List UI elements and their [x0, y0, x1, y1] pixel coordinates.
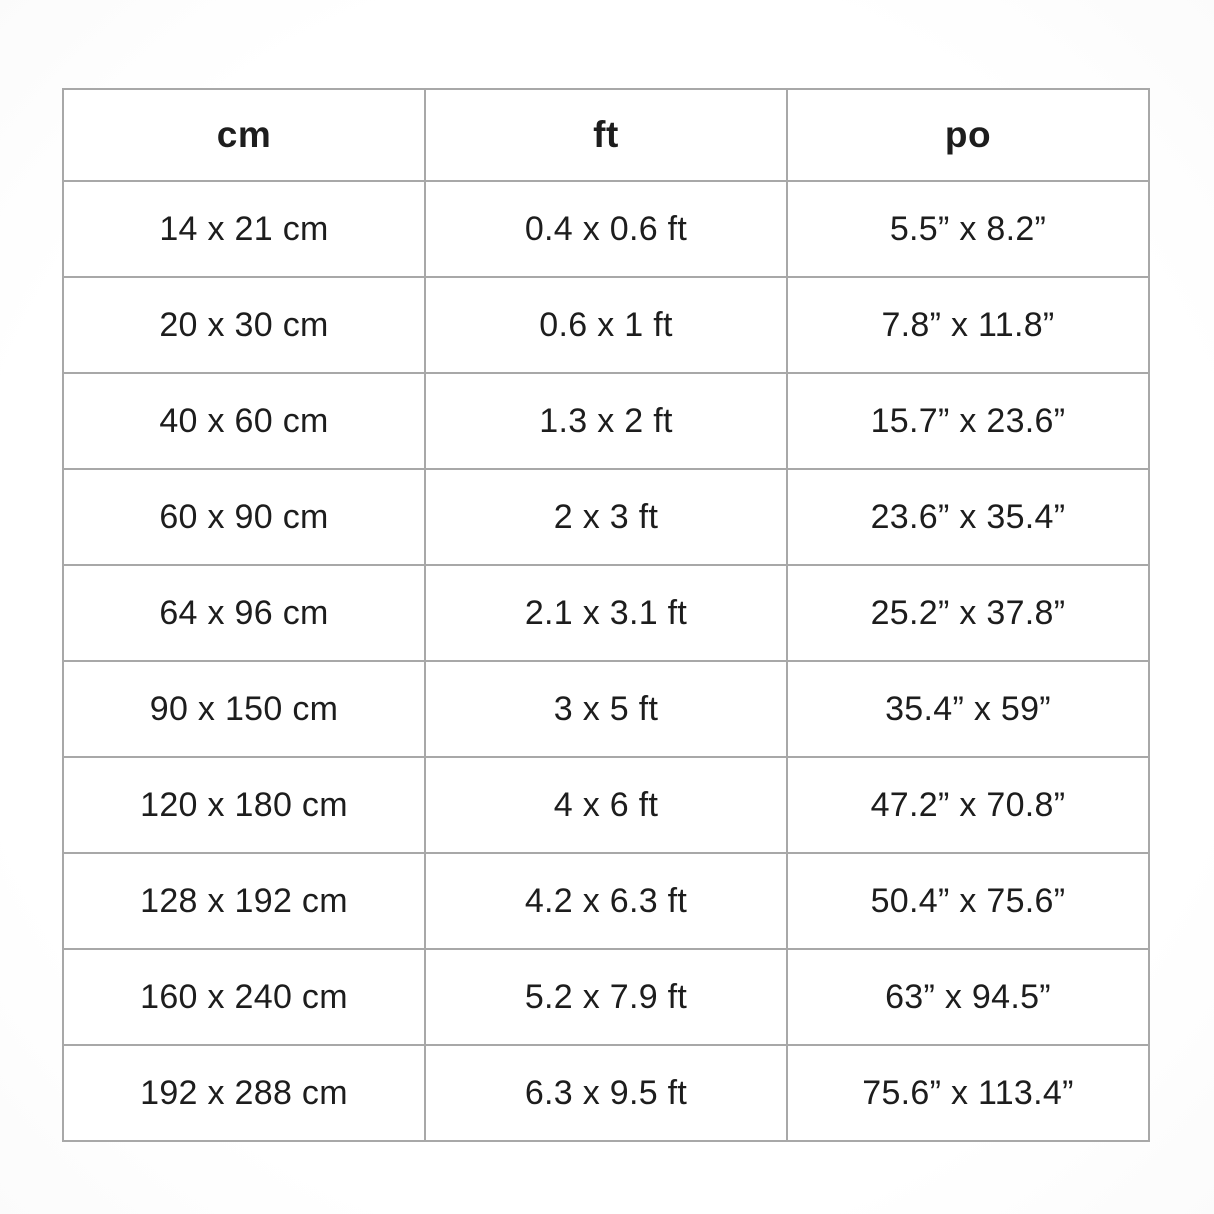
cell-ft: 0.6 x 1 ft — [425, 277, 787, 373]
cell-po: 63” x 94.5” — [787, 949, 1149, 1045]
table-row — [63, 469, 1149, 565]
column-header-po: po — [787, 89, 1149, 181]
cell-ft: 1.3 x 2 ft — [425, 373, 787, 469]
cell-ft: 3 x 5 ft — [425, 661, 787, 757]
cell-ft: 5.2 x 7.9 ft — [425, 949, 787, 1045]
cell-cm: 64 x 96 cm — [63, 565, 425, 661]
table-row — [63, 661, 1149, 757]
table-row — [63, 373, 1149, 469]
cell-po: 75.6” x 113.4” — [787, 1045, 1149, 1141]
table-row — [63, 181, 1149, 277]
cell-po: 47.2” x 70.8” — [787, 757, 1149, 853]
cell-cm: 14 x 21 cm — [63, 181, 425, 277]
table-row — [63, 1045, 1149, 1141]
table-row — [63, 853, 1149, 949]
cell-cm: 192 x 288 cm — [63, 1045, 425, 1141]
table-row — [63, 757, 1149, 853]
cell-po: 50.4” x 75.6” — [787, 853, 1149, 949]
cell-ft: 0.4 x 0.6 ft — [425, 181, 787, 277]
cell-cm: 128 x 192 cm — [63, 853, 425, 949]
cell-ft: 6.3 x 9.5 ft — [425, 1045, 787, 1141]
cell-po: 5.5” x 8.2” — [787, 181, 1149, 277]
cell-ft: 4 x 6 ft — [425, 757, 787, 853]
column-header-ft: ft — [425, 89, 787, 181]
table-body — [63, 181, 1149, 1141]
cell-ft: 4.2 x 6.3 ft — [425, 853, 787, 949]
cell-po: 23.6” x 35.4” — [787, 469, 1149, 565]
cell-cm: 120 x 180 cm — [63, 757, 425, 853]
header-row — [63, 89, 1149, 181]
cell-po: 7.8” x 11.8” — [787, 277, 1149, 373]
table-row — [63, 949, 1149, 1045]
cell-cm: 20 x 30 cm — [63, 277, 425, 373]
cell-cm: 60 x 90 cm — [63, 469, 425, 565]
cell-ft: 2 x 3 ft — [425, 469, 787, 565]
cell-cm: 90 x 150 cm — [63, 661, 425, 757]
column-header-cm: cm — [63, 89, 425, 181]
cell-po: 15.7” x 23.6” — [787, 373, 1149, 469]
table-row — [63, 277, 1149, 373]
table-header — [63, 89, 1149, 181]
cell-cm: 40 x 60 cm — [63, 373, 425, 469]
cell-po: 25.2” x 37.8” — [787, 565, 1149, 661]
cell-ft: 2.1 x 3.1 ft — [425, 565, 787, 661]
cell-po: 35.4” x 59” — [787, 661, 1149, 757]
table-row — [63, 565, 1149, 661]
size-conversion-table — [62, 88, 1150, 1142]
cell-cm: 160 x 240 cm — [63, 949, 425, 1045]
